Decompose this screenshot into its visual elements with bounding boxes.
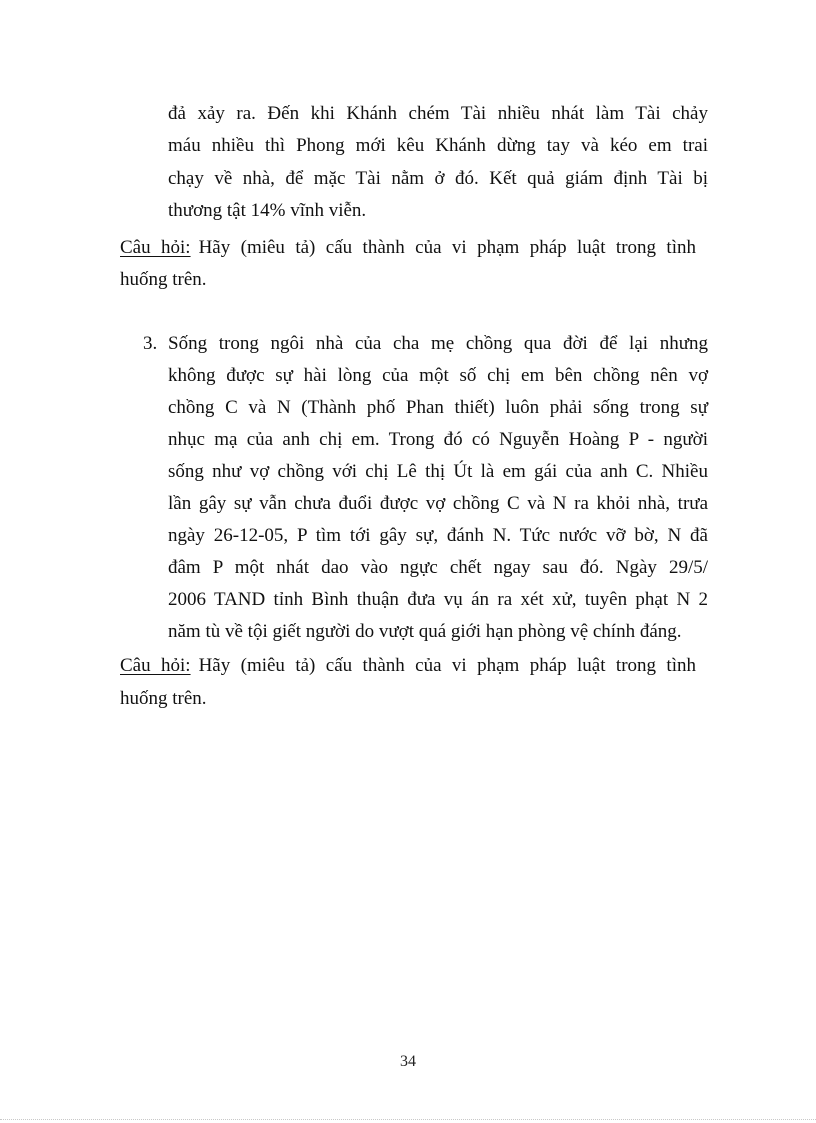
question-line xyxy=(120,655,696,677)
text-line: sống như vợ chồng với chị Lê thị Út là em gái của anh C. Nhiều xyxy=(168,461,708,482)
question-text: Hãy (miêu tả) cấu thành của vi phạm pháp luật trong tình xyxy=(198,237,696,258)
text-line: 2006 TAND tỉnh Bình thuận đưa vụ án ra xét xử, tuyên phạt N 2 xyxy=(168,589,708,610)
page-number: 34 xyxy=(400,1053,416,1070)
text-line: không được sự hài lòng của một số chị em bên chồng nên vợ xyxy=(168,365,708,386)
question-label: Câu hỏi: xyxy=(120,237,191,258)
question-label: Câu hỏi: xyxy=(120,655,191,676)
item-number: 3. xyxy=(143,333,158,354)
text-line: Sống trong ngôi nhà của cha mẹ chồng qua đời để lại nhưng xyxy=(168,333,708,354)
question-text: Hãy (miêu tả) cấu thành của vi phạm pháp luật trong tình xyxy=(198,655,696,676)
text-line: thương tật 14% vĩnh viễn. xyxy=(168,200,367,221)
text-line: chạy về nhà, để mặc Tài nằm ở đó. Kết quả giám định Tài bị xyxy=(168,168,708,189)
text-line: đả xảy ra. Đến khi Khánh chém Tài nhiều nhát làm Tài chảy xyxy=(168,103,708,124)
text-line: lần gây sự vẫn chưa đuổi được vợ chồng C và N ra khỏi nhà, trưa xyxy=(168,493,708,514)
text-line: nhục mạ của anh chị em. Trong đó có Nguyễn Hoàng P - người xyxy=(168,429,708,450)
text-line: ngày 26-12-05, P tìm tới gây sự, đánh N. Tức nước vỡ bờ, N đã xyxy=(168,525,708,546)
text-line: máu nhiều thì Phong mới kêu Khánh dừng tay và kéo em trai xyxy=(168,135,708,156)
text-line: chồng C và N (Thành phố Phan thiết) luôn phải sống trong sự xyxy=(168,397,708,418)
question-continuation: huống trên. xyxy=(120,688,207,709)
page-bottom-rule xyxy=(0,1119,816,1120)
question-continuation: huống trên. xyxy=(120,269,207,290)
text-line: đâm P một nhát dao vào ngực chết ngay sau đó. Ngày 29/5/ xyxy=(168,557,708,578)
text-line: năm tù về tội giết người do vượt quá giới hạn phòng vệ chính đáng. xyxy=(168,621,682,642)
question-line xyxy=(120,237,696,259)
